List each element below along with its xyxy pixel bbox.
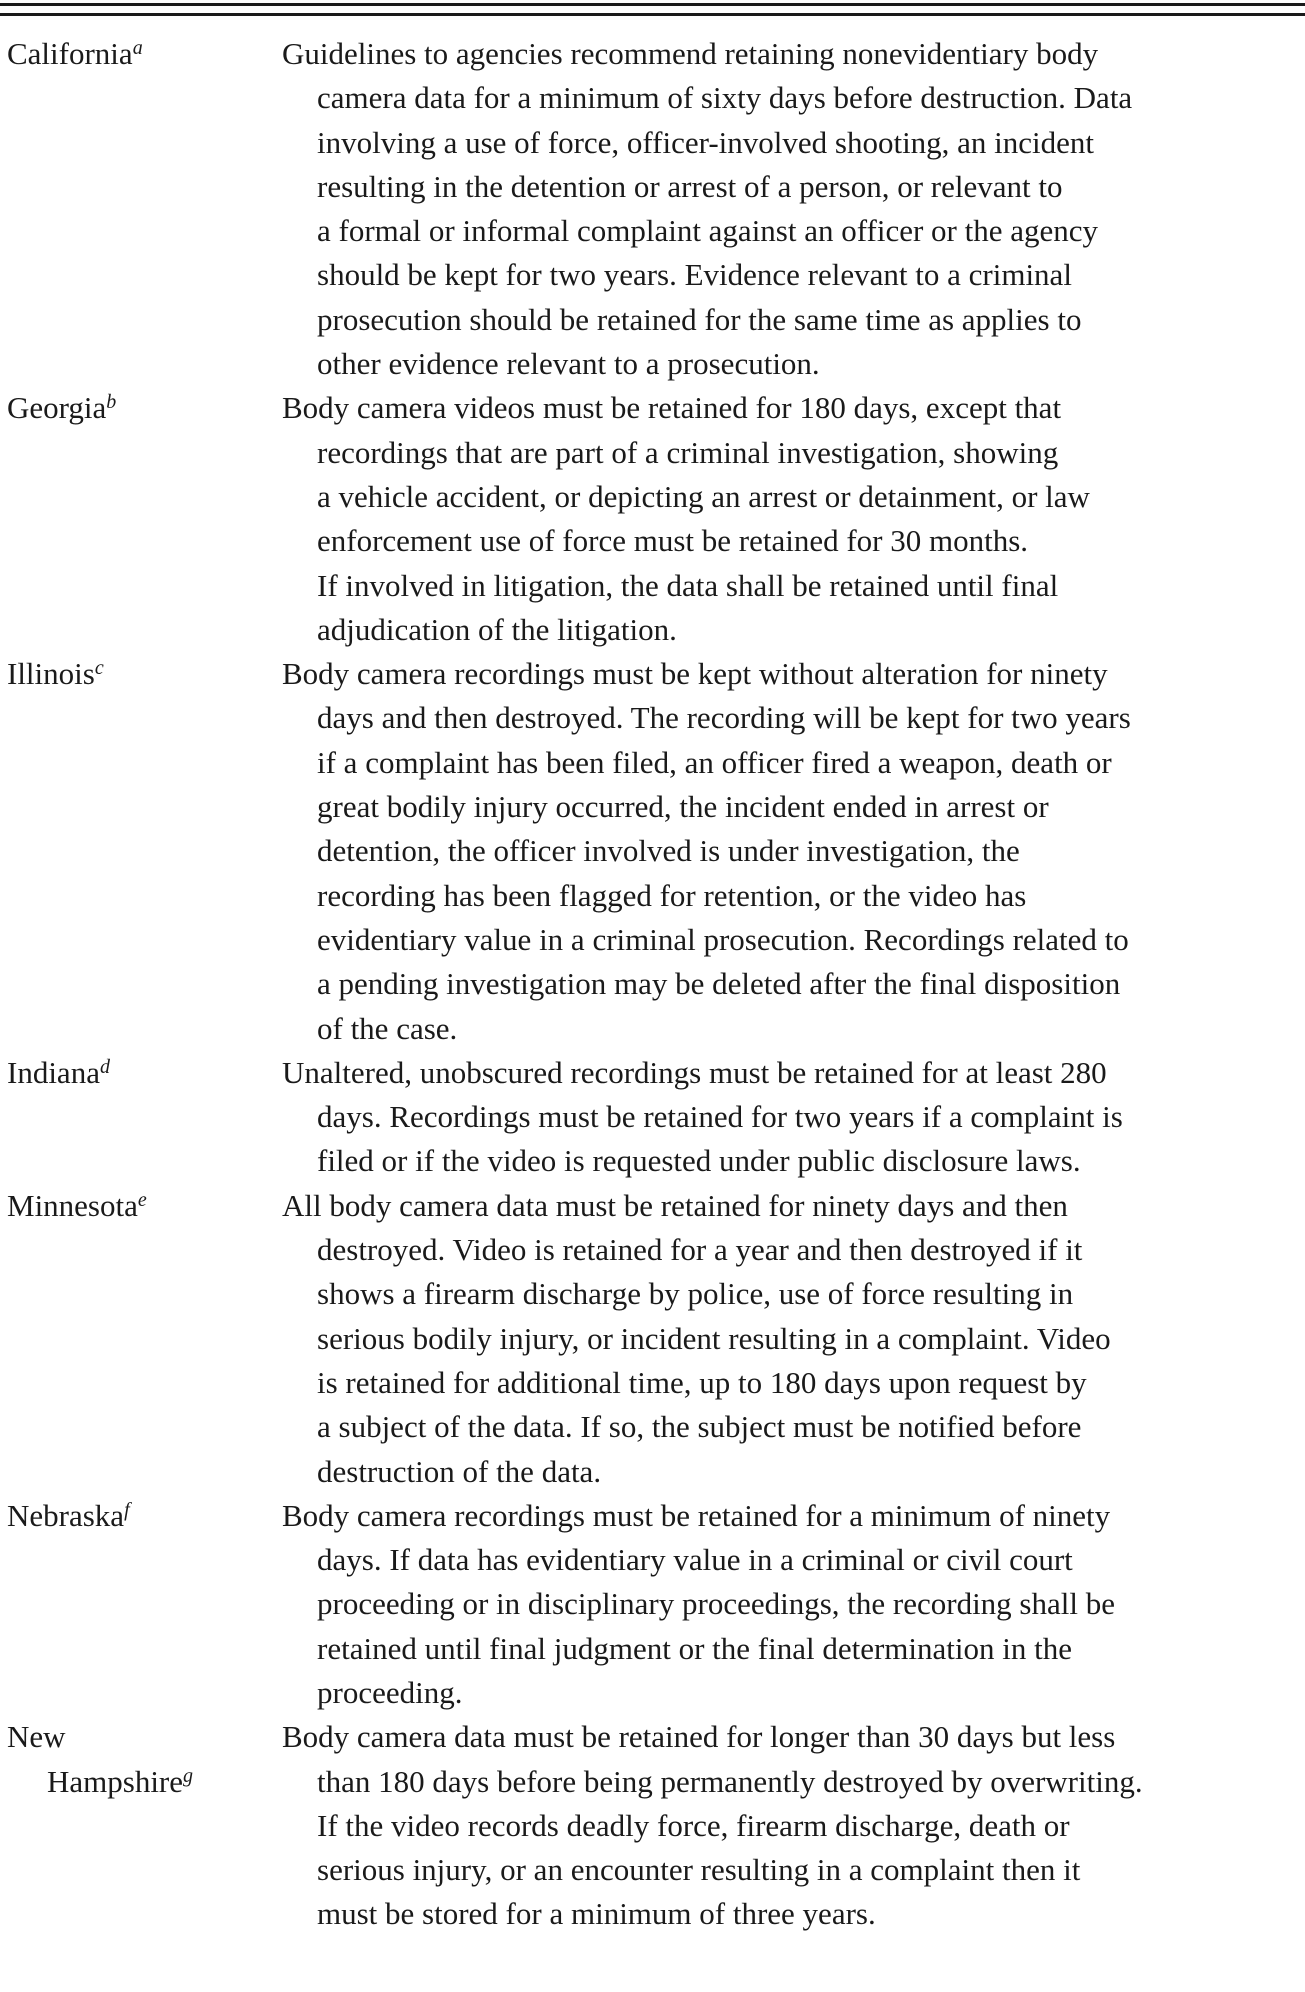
table-row [0, 1494, 1305, 1715]
description-cell [282, 652, 1305, 1051]
description-line: great bodily injury occurred, the incident ended in arrest or [317, 789, 1049, 825]
state-cell [0, 1184, 282, 1494]
state-cell [0, 1051, 282, 1184]
description-line: evidentiary value in a criminal prosecution. Recordings related to [317, 921, 1129, 957]
description-line: camera data for a minimum of sixty days before destruction. Data [317, 80, 1133, 116]
description-line: days. If data has evidentiary value in a criminal or civil court [317, 1542, 1073, 1578]
state-name: Nebraska [7, 1497, 125, 1533]
description-line: retained until final judgment or the final determination in the [317, 1630, 1072, 1666]
description-line: a vehicle accident, or depicting an arrest or detainment, or law [317, 478, 1090, 514]
table-row [0, 1184, 1305, 1494]
description-cell [282, 32, 1305, 386]
retention-table [0, 32, 1305, 1937]
description-cell [282, 1184, 1305, 1494]
footnote-marker: d [99, 1055, 110, 1078]
description-line: involving a use of force, officer-involved shooting, an incident [317, 124, 1095, 160]
description-cell [282, 1494, 1305, 1715]
description-line: Body camera recordings must be kept without alteration for ninety [282, 656, 1108, 692]
description-line: enforcement use of force must be retained for 30 months. [317, 523, 1029, 559]
description-line: must be stored for a minimum of three years. [317, 1896, 876, 1932]
state-name: California [7, 36, 133, 71]
state-name: Georgia [7, 390, 107, 426]
description-line: shows a firearm discharge by police, use of force resulting in [317, 1276, 1074, 1312]
description-line: if a complaint has been filed, an officer fired a weapon, death or [317, 744, 1112, 780]
description-line: If involved in litigation, the data shall be retained until final [317, 567, 1059, 603]
table-row [0, 1051, 1305, 1184]
description-line: filed or if the video is requested under public disclosure laws. [317, 1143, 1081, 1179]
description-line: is retained for additional time, up to 180 days upon request by [317, 1364, 1087, 1400]
table-row [0, 1715, 1305, 1936]
footnote-marker: c [94, 657, 104, 680]
state-name: Indiana [7, 1054, 100, 1090]
description-line: a subject of the data. If so, the subject must be notified before [317, 1409, 1082, 1445]
description-line: resulting in the detention or arrest of a person, or relevant to [317, 168, 1063, 204]
state-name: New [7, 1719, 66, 1755]
table-row [0, 32, 1305, 386]
state-cell [0, 32, 282, 386]
top-rule-second [0, 13, 1305, 16]
description-cell [282, 1051, 1305, 1184]
table-row [0, 386, 1305, 652]
description-line: days. Recordings must be retained for two years if a complaint is [317, 1099, 1123, 1135]
description-line: than 180 days before being permanently destroyed by overwriting. [317, 1763, 1143, 1799]
description-line: prosecution should be retained for the same time as applies to [317, 301, 1082, 337]
description-line: destroyed. Video is retained for a year and then destroyed if it [317, 1232, 1083, 1268]
description-line: a pending investigation may be deleted after the final disposition [317, 966, 1121, 1002]
description-line: should be kept for two years. Evidence relevant to a criminal [317, 257, 1072, 293]
description-line: Body camera videos must be retained for 180 days, except that [282, 390, 1062, 426]
state-cell [0, 1715, 282, 1936]
state-cell [0, 652, 282, 1051]
description-line: adjudication of the litigation. [317, 611, 677, 647]
footnote-marker: b [106, 391, 117, 414]
description-line: If the video records deadly force, firearm discharge, death or [317, 1807, 1070, 1843]
description-line: recording has been flagged for retention, or the video has [317, 877, 1027, 913]
footnote-marker: g [183, 1764, 194, 1787]
description-cell [282, 386, 1305, 652]
description-line: days and then destroyed. The recording will be kept for two years [317, 700, 1131, 736]
description-line: of the case. [317, 1010, 458, 1046]
description-line: Body camera recordings must be retained for a minimum of ninety [282, 1497, 1111, 1533]
state-cell [0, 386, 282, 652]
footnote-marker: e [137, 1188, 147, 1211]
top-rule [0, 3, 1305, 6]
footnote-marker: f [124, 1498, 130, 1521]
description-line: proceeding. [317, 1674, 463, 1710]
description-line: other evidence relevant to a prosecution. [317, 346, 820, 382]
state-name: Minnesota [7, 1187, 138, 1223]
state-cell [0, 1494, 282, 1715]
description-line: Guidelines to agencies recommend retaining nonevidentiary body [282, 36, 1099, 71]
description-cell [282, 1715, 1305, 1936]
description-line: destruction of the data. [317, 1453, 602, 1489]
description-line: serious bodily injury, or incident resulting in a complaint. Video [317, 1320, 1111, 1356]
description-line: Body camera data must be retained for longer than 30 days but less [282, 1719, 1116, 1755]
state-name: Hampshire [47, 1763, 184, 1799]
description-line: a formal or informal complaint against an officer or the agency [317, 213, 1099, 249]
table-row [0, 652, 1305, 1051]
description-line: detention, the officer involved is under investigation, the [317, 833, 1020, 869]
description-line: serious injury, or an encounter resulting in a complaint then it [317, 1852, 1081, 1888]
description-line: proceeding or in disciplinary proceedings, the recording shall be [317, 1586, 1115, 1622]
state-name: Illinois [7, 656, 95, 692]
description-line: Unaltered, unobscured recordings must be retained for at least 280 [282, 1054, 1107, 1090]
footnote-marker: a [132, 37, 143, 59]
description-line: recordings that are part of a criminal investigation, showing [317, 434, 1059, 470]
description-line: All body camera data must be retained for ninety days and then [282, 1187, 1068, 1223]
